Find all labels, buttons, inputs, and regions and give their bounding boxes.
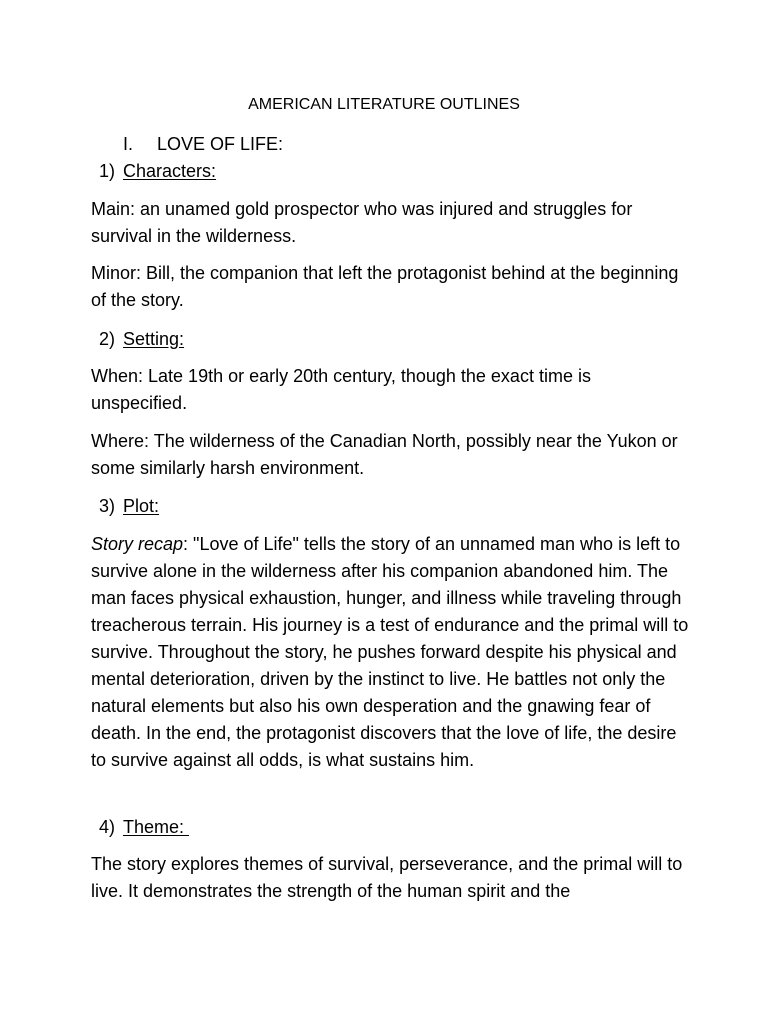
theme-heading [99, 815, 189, 839]
setting-label: Setting: [123, 329, 185, 349]
section-heading [123, 132, 283, 156]
section-title: LOVE OF LIFE: [157, 134, 284, 154]
section-number: I. [123, 134, 134, 154]
setting-number: 2) [99, 329, 116, 349]
theme-number: 4) [99, 817, 116, 837]
theme-label: Theme: [123, 817, 190, 837]
characters-heading [99, 159, 216, 183]
characters-minor: Minor: Bill, the companion that left the protagonist behind at the beginning of the story. [91, 263, 679, 310]
plot-label: Plot: [123, 496, 160, 516]
characters-number: 1) [99, 161, 116, 181]
plot-number: 3) [99, 496, 116, 516]
document-title: AMERICAN LITERATURE OUTLINES [248, 96, 520, 113]
plot-recap-text: : "Love of Life" tells the story of an unnamed man who is left to survive alone in the wilderness after his companion abandoned him. The man faces physical exhaustion, hunger, and illness while traveling through treacherous terrain. His journey is a test of endurance and the primal will to survive. Throughout the story, he pushes forward despite his physical and mental deterioration, driven by the instinct to live. He battles not only the natural elements but also his own desperation and the gnawing fear of death. In the end, the protagonist discovers that the love of life, the desire to survive against all odds, is what sustains him. [91, 534, 689, 770]
setting-heading [99, 327, 184, 351]
plot-recap-label: Story recap [91, 534, 184, 554]
characters-label: Characters: [123, 161, 217, 181]
setting-where: Where: The wilderness of the Canadian North, possibly near the Yukon or some similarly harsh environment. [91, 431, 678, 478]
plot-heading [99, 494, 159, 518]
theme-text: The story explores themes of survival, perseverance, and the primal will to live. It demonstrates the strength of the human spirit and the [91, 854, 683, 901]
plot-recap [91, 531, 691, 774]
characters-main: Main: an unamed gold prospector who was injured and struggles for survival in the wilderness. [91, 199, 633, 246]
setting-when: When: Late 19th or early 20th century, though the exact time is unspecified. [91, 366, 591, 413]
